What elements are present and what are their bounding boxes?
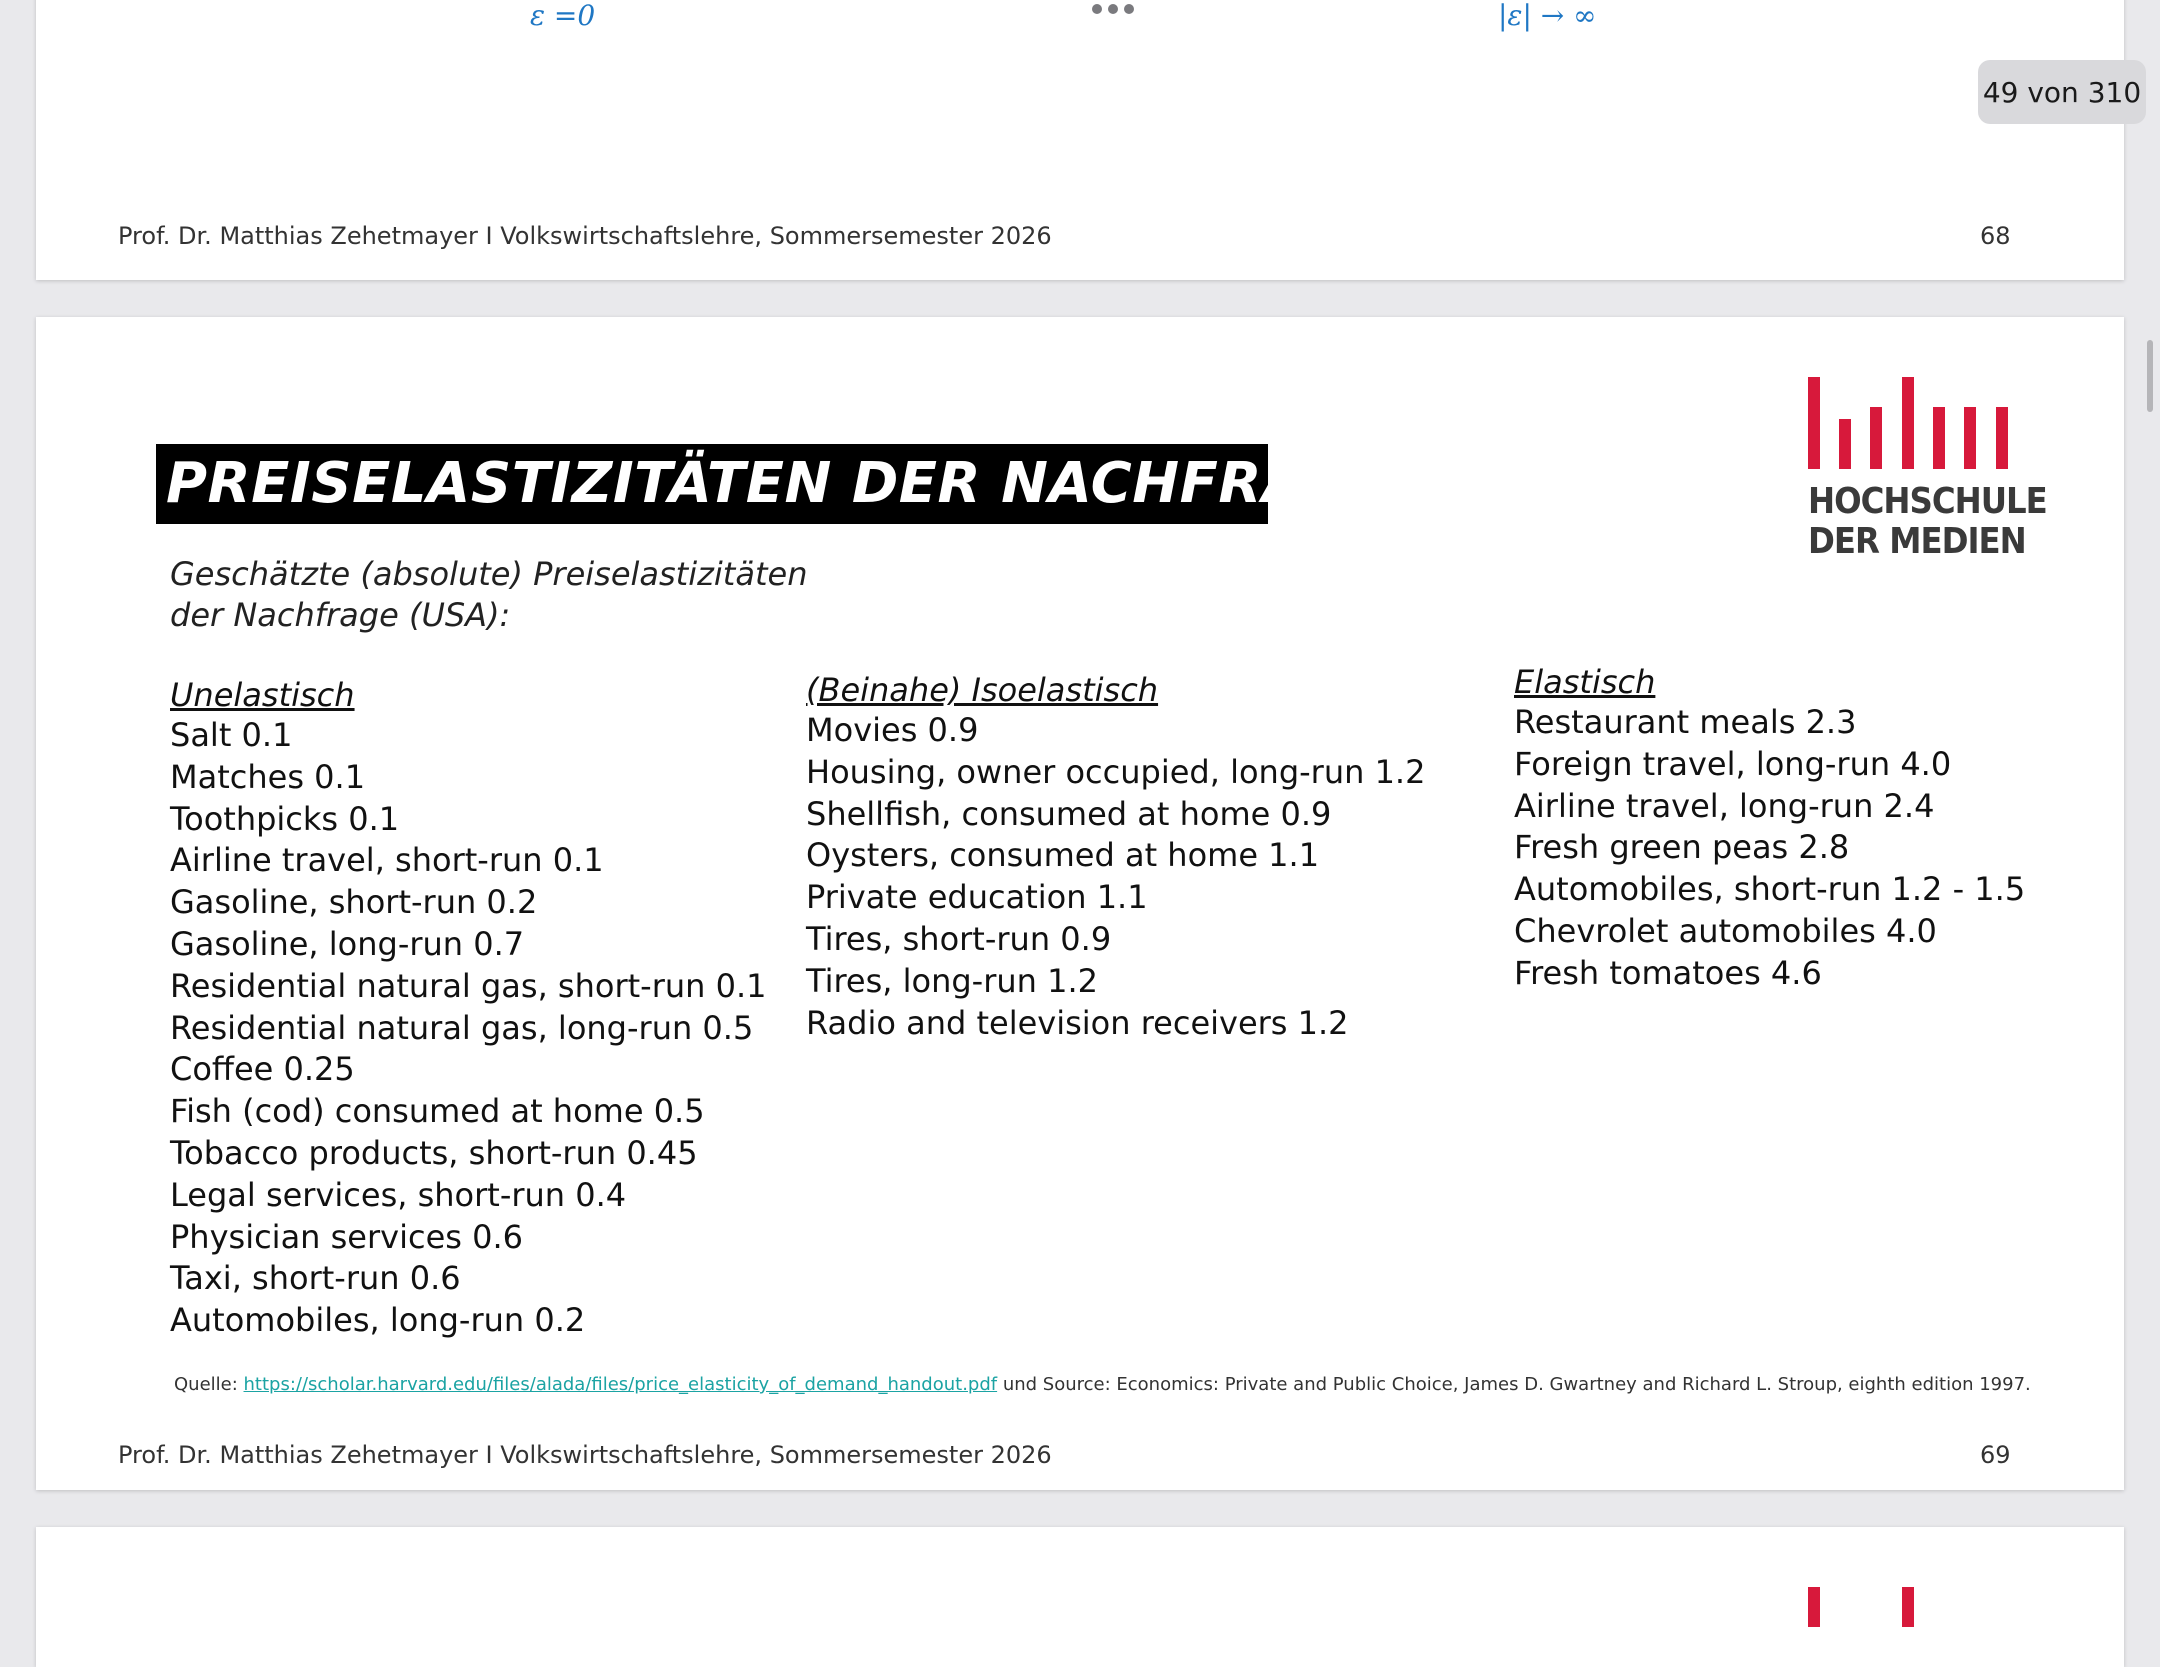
- epsilon-infinity-label: |ε| → ∞: [1498, 0, 1597, 32]
- list-item: Housing, owner occupied, long-run 1.2: [806, 752, 1426, 791]
- list-item: Fresh green peas 2.8: [1514, 828, 1850, 867]
- source-citation: [174, 1374, 2031, 1395]
- source-prefix: Quelle:: [174, 1374, 244, 1395]
- list-item: Radio and television receivers 1.2: [806, 1003, 1349, 1042]
- list-item: Matches 0.1: [170, 757, 366, 796]
- subtitle-line-1: Geschätzte (absolute) Preiselastizitäten: [170, 555, 808, 593]
- logo-text-line-2: DER MEDIEN: [1808, 521, 2026, 562]
- list-item: Airline travel, long-run 2.4: [1514, 786, 1935, 825]
- column-isoelastisch: [806, 670, 1425, 1044]
- list-item: Restaurant meals 2.3: [1514, 703, 1857, 741]
- list-item: Fish (cod) consumed at home 0.5: [170, 1092, 705, 1131]
- list-item: Movies 0.9: [806, 711, 979, 749]
- column-heading: (Beinahe) Isoelastisch: [806, 671, 1159, 709]
- source-link[interactable]: https://scholar.harvard.edu/files/alada/files/price_elasticity_of_demand_handout.pdf: [243, 1374, 998, 1395]
- epsilon-zero-label: ε =0: [530, 0, 596, 32]
- logo-bars-icon: [1808, 1587, 2010, 1627]
- hdm-logo: [1808, 377, 2047, 577]
- list-item: Residential natural gas, short-run 0.1: [170, 966, 767, 1005]
- source-suffix: und Source: Economics: Private and Public Choice, James D. Gwartney and Richard L. Stroup, eighth edition 1997.: [997, 1374, 2031, 1395]
- prev-page-number: 68: [1980, 222, 2011, 250]
- list-item: Tires, long-run 1.2: [806, 961, 1098, 1000]
- list-item: Tobacco products, short-run 0.45: [170, 1133, 698, 1172]
- list-item: Airline travel, short-run 0.1: [170, 841, 604, 880]
- logo-bars-icon: [1808, 377, 2010, 469]
- page-number: 69: [1980, 1441, 2011, 1469]
- list-item: Gasoline, short-run 0.2: [170, 883, 538, 922]
- column-unelastisch: [170, 675, 766, 1342]
- previous-page: [36, 0, 2124, 280]
- list-item: Salt 0.1: [170, 716, 293, 754]
- next-page: [36, 1527, 2124, 1667]
- list-item: Toothpicks 0.1: [170, 799, 400, 838]
- subtitle-line-2: der Nachfrage (USA):: [170, 596, 511, 634]
- list-item: Chevrolet automobiles 4.0: [1514, 911, 1937, 950]
- page-indicator: 49 von 310: [1978, 60, 2146, 124]
- scrollbar-thumb[interactable]: [2147, 340, 2153, 412]
- list-item: Shellfish, consumed at home 0.9: [806, 794, 1332, 833]
- slide-title: PREISELASTIZITÄTEN DER NACHFRAGE: [156, 444, 1268, 524]
- list-item: Automobiles, short-run 1.2 - 1.5: [1514, 870, 2026, 909]
- list-item: Gasoline, long-run 0.7: [170, 924, 525, 963]
- logo-text-line-1: HOCHSCHULE: [1808, 481, 2047, 522]
- prev-page-footer: Prof. Dr. Matthias Zehetmayer I Volkswirtschaftslehre, Sommersemester 2026: [118, 222, 1052, 250]
- list-item: Foreign travel, long-run 4.0: [1514, 744, 1952, 783]
- current-page: [36, 317, 2124, 1490]
- list-item: Tires, short-run 0.9: [806, 919, 1112, 958]
- list-item: Automobiles, long-run 0.2: [170, 1301, 586, 1340]
- list-item: Residential natural gas, long-run 0.5: [170, 1008, 754, 1047]
- column-heading: Unelastisch: [170, 676, 355, 714]
- list-item: Legal services, short-run 0.4: [170, 1175, 627, 1214]
- column-elastisch: [1514, 662, 2025, 995]
- column-heading: Elastisch: [1514, 663, 1656, 701]
- more-options-icon[interactable]: [1092, 4, 1134, 14]
- list-item: Fresh tomatoes 4.6: [1514, 953, 1822, 992]
- list-item: Private education 1.1: [806, 878, 1148, 917]
- page-footer: Prof. Dr. Matthias Zehetmayer I Volkswirtschaftslehre, Sommersemester 2026: [118, 1441, 1052, 1469]
- list-item: Taxi, short-run 0.6: [170, 1259, 461, 1298]
- list-item: Coffee 0.25: [170, 1050, 355, 1089]
- list-item: Physician services 0.6: [170, 1217, 523, 1256]
- list-item: Oysters, consumed at home 1.1: [806, 836, 1320, 875]
